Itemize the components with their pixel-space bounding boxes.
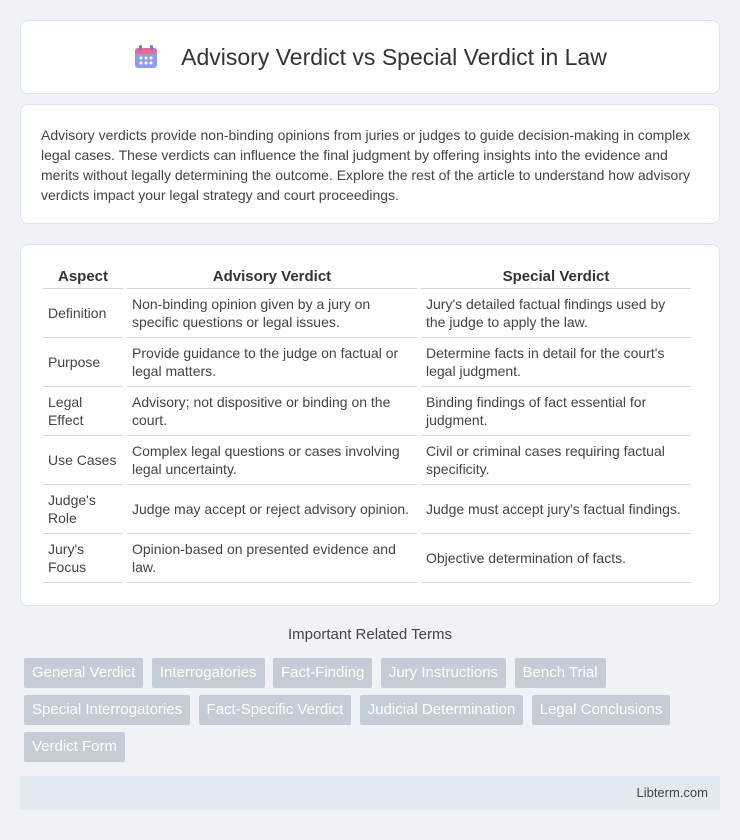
cell-advisory: Advisory; not dispositive or binding on the court. xyxy=(127,387,417,436)
cell-aspect: Jury's Focus xyxy=(43,534,123,583)
term-tag[interactable]: Verdict Form xyxy=(24,732,125,762)
header-special: Special Verdict xyxy=(421,265,691,289)
cell-aspect: Use Cases xyxy=(43,436,123,485)
table-row xyxy=(43,387,691,436)
term-tag[interactable]: Special Interrogatories xyxy=(24,695,190,725)
intro-card xyxy=(20,104,720,224)
cell-special: Jury's detailed factual findings used by the judge to apply the law. xyxy=(421,289,691,338)
term-tag[interactable]: General Verdict xyxy=(24,658,143,688)
table-row xyxy=(43,485,691,534)
header-aspect: Aspect xyxy=(43,265,123,289)
cell-advisory: Provide guidance to the judge on factual or legal matters. xyxy=(127,338,417,387)
table-row xyxy=(43,289,691,338)
cell-special: Binding findings of fact essential for judgment. xyxy=(421,387,691,436)
footer xyxy=(20,776,720,810)
term-tag[interactable]: Judicial Determination xyxy=(360,695,524,725)
cell-special: Civil or criminal cases requiring factual specificity. xyxy=(421,436,691,485)
cell-special: Objective determination of facts. xyxy=(421,534,691,583)
term-tag[interactable]: Bench Trial xyxy=(515,658,606,688)
term-tag[interactable]: Legal Conclusions xyxy=(532,695,671,725)
page-title: Advisory Verdict vs Special Verdict in Law xyxy=(181,43,607,70)
related-terms-title: Important Related Terms xyxy=(288,626,452,643)
header-advisory: Advisory Verdict xyxy=(127,265,417,289)
term-tag[interactable]: Fact-Finding xyxy=(273,658,372,688)
cell-aspect: Definition xyxy=(43,289,123,338)
comparison-table xyxy=(39,265,695,583)
cell-special: Judge must accept jury's factual findings. xyxy=(421,485,691,534)
term-tag[interactable]: Fact-Specific Verdict xyxy=(199,695,352,725)
cell-advisory: Judge may accept or reject advisory opinion. xyxy=(127,485,417,534)
cell-aspect: Purpose xyxy=(43,338,123,387)
table-row xyxy=(43,534,691,583)
cell-special: Determine facts in detail for the court's legal judgment. xyxy=(421,338,691,387)
table-header-row xyxy=(43,265,691,289)
term-tag[interactable]: Jury Instructions xyxy=(381,658,506,688)
table-row xyxy=(43,338,691,387)
intro-text: Advisory verdicts provide non-binding opinions from juries or judges to guide decision-making in complex legal cases. These verdicts can influence the final judgment by offering insights into the evidence and merits without legally determining the outcome. Explore the rest of the article to understand how advisory verdicts impact your legal strategy and court proceedings. xyxy=(41,127,690,203)
cell-aspect: Legal Effect xyxy=(43,387,123,436)
footer-site-link[interactable]: Libterm.com xyxy=(636,785,708,800)
table-row xyxy=(43,436,691,485)
cell-advisory: Complex legal questions or cases involving legal uncertainty. xyxy=(127,436,417,485)
cell-advisory: Opinion-based on presented evidence and law. xyxy=(127,534,417,583)
cell-aspect: Judge's Role xyxy=(43,485,123,534)
comparison-table-card xyxy=(20,244,720,606)
title-card xyxy=(20,20,720,94)
calendar-icon xyxy=(133,44,159,70)
related-terms-list xyxy=(24,658,724,769)
cell-advisory: Non-binding opinion given by a jury on specific questions or legal issues. xyxy=(127,289,417,338)
term-tag[interactable]: Interrogatories xyxy=(152,658,265,688)
